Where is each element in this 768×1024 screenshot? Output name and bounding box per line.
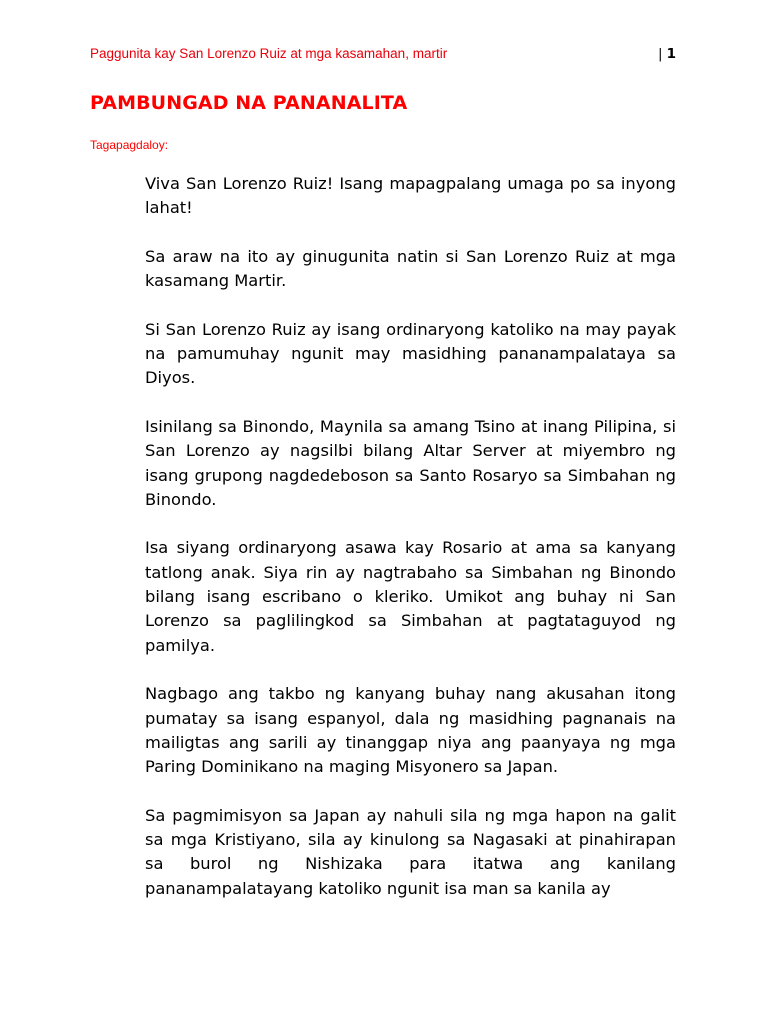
body-text — [145, 172, 676, 925]
running-header-page-number — [658, 46, 676, 62]
section-heading: PAMBUNGAD NA PANANALITA — [90, 92, 408, 114]
paragraph: Nagbago ang takbo ng kanyang buhay nang akusahan itong pumatay sa isang espanyol, dala ng masidhing pagnanais na mailigtas ang sarili ay tinanggap niya ang paanyaya ng mga Paring Dominikano na maging Misyonero sa Japan. — [145, 684, 676, 777]
page-number: 1 — [666, 46, 676, 62]
header-separator: | — [658, 46, 663, 62]
paragraph: Sa araw na ito ay ginugunita natin si San Lorenzo Ruiz at mga kasamang Martir. — [145, 246, 676, 291]
speaker-label: Tagapagdaloy: — [90, 138, 169, 152]
paragraph: Isinilang sa Binondo, Maynila sa amang Tsino at inang Pilipina, si San Lorenzo ay nagsilbi bilang Altar Server at miyembro ng isang grupong nagdedeboson sa Santo Rosaryo sa Simbahan ng Binondo. — [145, 416, 676, 509]
paragraph: Isa siyang ordinaryong asawa kay Rosario at ama sa kanyang tatlong anak. Siya rin ay nagtrabaho sa Simbahan ng Binondo bilang isang escribano o kleriko. Umikot ang buhay ni San Lorenzo sa paglilingkod sa Simbahan at pagtataguyod ng pamilya. — [145, 538, 676, 655]
paragraph: Si San Lorenzo Ruiz ay isang ordinaryong katoliko na may payak na pamumuhay ngunit may masidhing pananampalataya sa Diyos. — [145, 319, 676, 388]
running-header-title: Paggunita kay San Lorenzo Ruiz at mga kasamahan, martir — [90, 46, 448, 61]
paragraph: Viva San Lorenzo Ruiz! Isang mapagpalang umaga po sa inyong lahat! — [145, 174, 676, 218]
paragraph: Sa pagmimisyon sa Japan ay nahuli sila ng mga hapon na galit sa mga Kristiyano, sila ay kinulong sa Nagasaki at pinahirapan sa burol ng Nishizaka para itatwa ang kanilang pananampalatayang katoliko ngunit isa man sa kanila ay — [145, 805, 676, 898]
